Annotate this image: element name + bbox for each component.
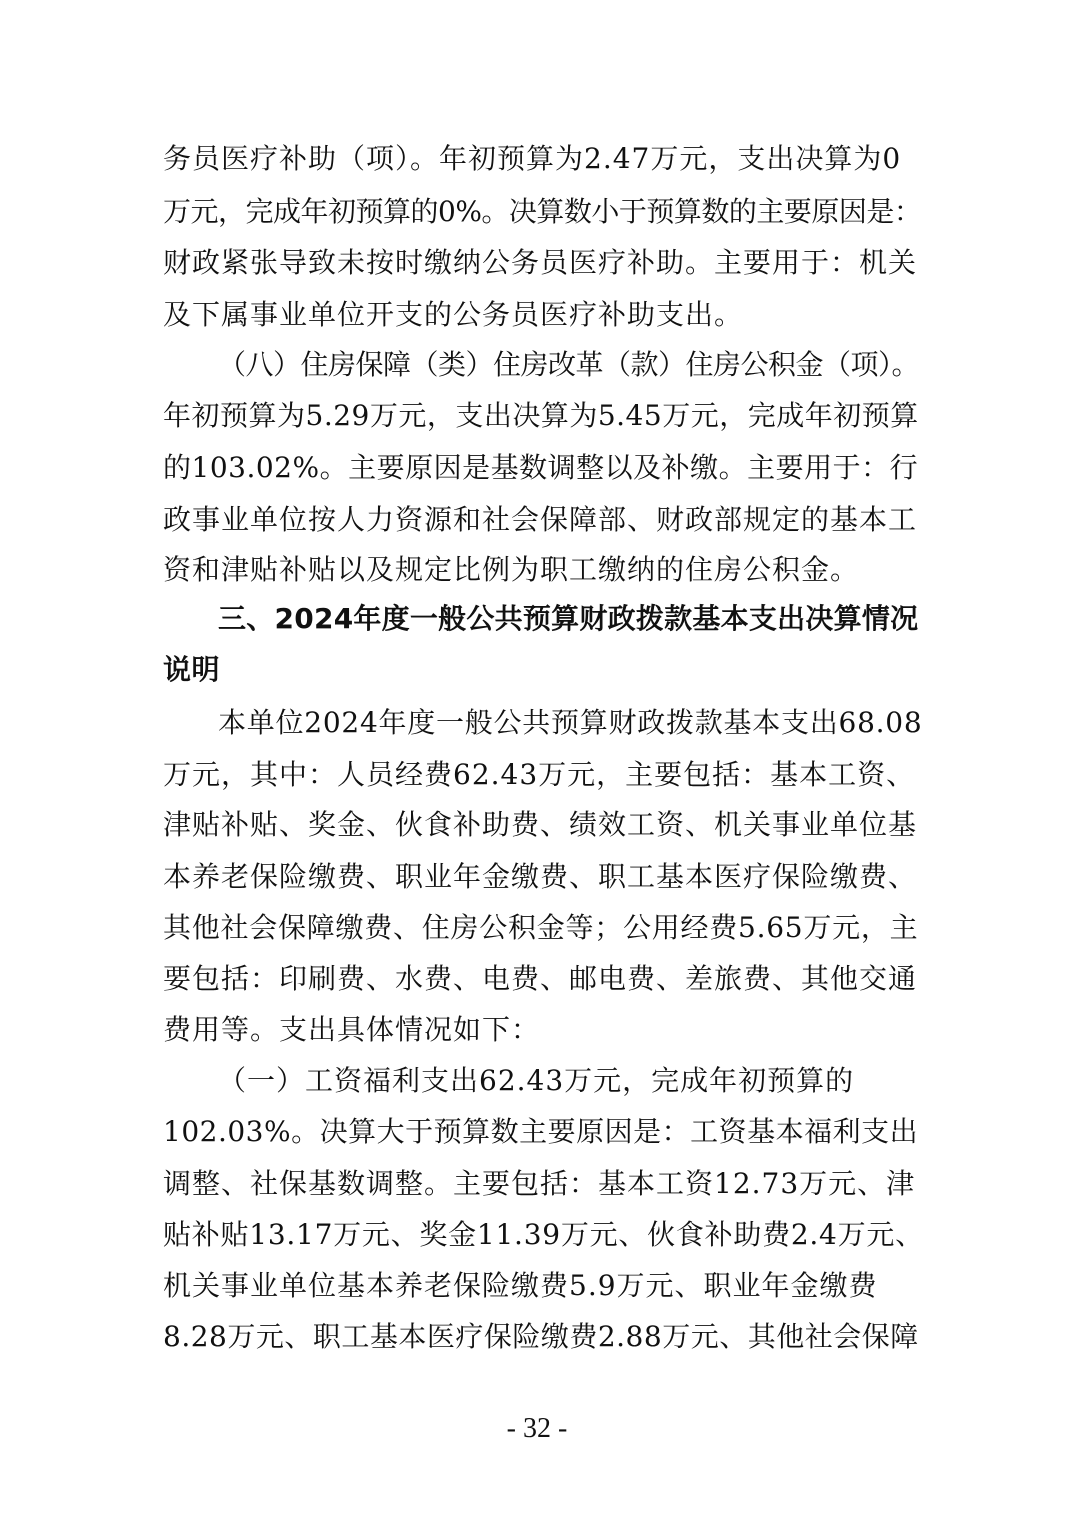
body-text-line: 津贴补贴、奖金、伙食补助费、绩效工资、机关事业单位基	[163, 808, 918, 841]
body-text-line: 机关事业单位基本养老保险缴费5.9万元、职业年金缴费	[163, 1269, 878, 1302]
body-text-line: 财政紧张导致未按时缴纳公务员医疗补助。主要用于：机关	[163, 246, 918, 279]
body-text-line: 本单位2024年度一般公共预算财政拨款基本支出68.08	[218, 706, 923, 739]
body-text-line: 务员医疗补助（项）。年初预算为2.47万元，支出决算为0	[163, 142, 902, 175]
body-text-line: 政事业单位按人力资源和社会保障部、财政部规定的基本工	[163, 503, 918, 536]
body-text-line: 调整、社保基数调整。主要包括：基本工资12.73万元、津	[163, 1167, 916, 1200]
body-text-line: 年初预算为5.29万元，支出决算为5.45万元，完成年初预算	[163, 399, 919, 432]
subsection-one-title: （一）工资福利支出62.43万元，完成年初预算的	[218, 1064, 855, 1097]
body-text-line: 资和津贴补贴以及规定比例为职工缴纳的住房公积金。	[163, 553, 860, 586]
body-text-line: 费用等。支出具体情况如下：	[163, 1013, 541, 1046]
body-text-line: 8.28万元、职工基本医疗保险缴费2.88万元、其他社会保障	[163, 1320, 919, 1353]
section-heading-continued: 说明	[163, 653, 221, 686]
body-text-line: 要包括：印刷费、水费、电费、邮电费、差旅费、其他交通	[163, 962, 918, 995]
body-text-line: 及下属事业单位开支的公务员医疗补助支出。	[163, 298, 744, 331]
body-text-line: 本养老保险缴费、职业年金缴费、职工基本医疗保险缴费、	[163, 860, 918, 893]
body-text-line: 其他社会保障缴费、住房公积金等；公用经费5.65万元，主	[163, 911, 919, 944]
body-text-line: 102.03%。决算大于预算数主要原因是：工资基本福利支出	[163, 1115, 919, 1148]
body-text-line: 的103.02%。主要原因是基数调整以及补缴。主要用于：行	[163, 451, 919, 484]
body-text-line: 贴补贴13.17万元、奖金11.39万元、伙食补助费2.4万元、	[163, 1218, 924, 1251]
page-number: - 32 -	[506, 1413, 568, 1444]
section-eight-title: （八）住房保障（类）住房改革（款）住房公积金（项）。	[218, 348, 920, 381]
section-heading: 三、2024年度一般公共预算财政拨款基本支出决算情况	[218, 602, 919, 635]
body-text-line: 万元，完成年初预算的0%。决算数小于预算数的主要原因是：	[163, 195, 922, 228]
body-text-line: 万元，其中：人员经费62.43万元，主要包括：基本工资、	[163, 758, 916, 791]
